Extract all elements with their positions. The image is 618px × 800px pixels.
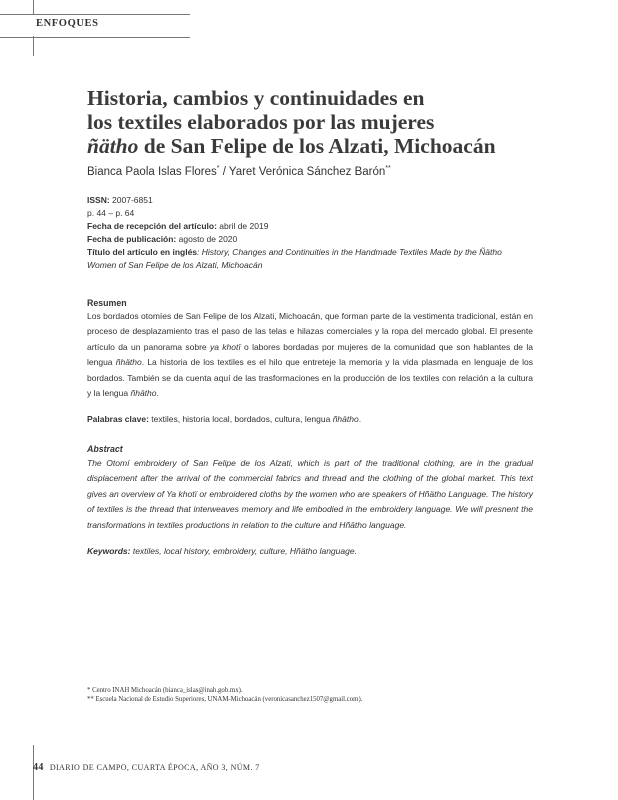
keywords-es-value: textiles, historia local, bordados, cultura, lengua xyxy=(148,414,333,424)
page-number: 44 xyxy=(33,762,44,773)
journal-name: DIARIO DE CAMPO, CUARTA ÉPOCA, AÑO 3, NÚM. 7 xyxy=(49,763,260,772)
title-italic-word: ñätho xyxy=(87,134,139,158)
resumen-heading: Resumen xyxy=(87,298,127,308)
resumen-italic-3: ñhätho xyxy=(130,388,157,399)
english-title-row xyxy=(87,246,537,259)
received-value: abril de 2019 xyxy=(216,221,269,231)
title-line-2: los textiles elaborados por las mujeres xyxy=(87,110,435,134)
published-row xyxy=(87,233,537,246)
pages-row: p. 44 – p. 64 xyxy=(87,208,135,218)
page-footer xyxy=(33,762,260,773)
english-title-value-2: Women of San Felipe de los Alzati, Michoacán xyxy=(87,260,263,270)
article-title xyxy=(87,86,557,158)
margin-rule-top xyxy=(33,0,34,14)
received-label: Fecha de recepción del artículo: xyxy=(87,221,217,231)
title-line-3-rest: de San Felipe de los Alzati, Michoacán xyxy=(138,134,496,158)
abstract-body: The Otomí embroidery of San Felipe de los Alzati, which is part of the traditional clothing, are in the gradual displacement after the arrival of the commercial fabrics and thread and the clothing of the global market. This text gives an overview of Ya khotï or embroidered cloths by the women who are speakers of Hñätho Language. The history of textiles is the thread that interweaves memory and life embodied in the embroidery language. We will presnent the transformations in textiles productions in relation to the culture and Hñätho language. xyxy=(87,458,533,530)
keywords-es-end: . xyxy=(358,414,362,424)
published-value: agosto de 2020 xyxy=(176,234,238,244)
title-line-1: Historia, cambios y continuidades en xyxy=(87,86,425,110)
margin-rule-top-lower xyxy=(33,36,34,56)
resumen-italic-2: ñhätho xyxy=(115,357,142,368)
title-line-3 xyxy=(87,134,557,158)
resumen-text-2: o labores bordadas por mujeres de la comunidad que son hablantes de la lengua xyxy=(87,341,533,368)
received-row xyxy=(87,220,537,233)
authors xyxy=(87,165,391,178)
issn-label: ISSN: xyxy=(87,195,110,205)
article-metadata xyxy=(87,194,537,272)
footnotes xyxy=(87,686,362,704)
keywords-en xyxy=(87,544,533,559)
footnote-2: ** Escuela Nacional de Estudio Superiores, UNAM-Michoacán (veronicasanchez1507@gmail.com). xyxy=(87,696,363,703)
english-title-value: : History, Changes and Continuities in the Handmade Textiles Made by the Ñätho xyxy=(197,247,502,257)
abstract-heading: Abstract xyxy=(87,444,123,454)
resumen-text-1: Los bordados otomíes de San Felipe de los Alzati, Michoacán, que forman parte de la vestimenta tradicional, están en proceso de desplazamiento tras el paso de las telas e hilazas comerciales y la ropa del mercado global. El presente artículo da un panorama sobre xyxy=(87,311,533,352)
section-header xyxy=(0,14,190,38)
keywords-en-value: textiles, local history, embroidery, culture, Hñätho language. xyxy=(130,546,357,556)
published-label: Fecha de publicación: xyxy=(87,234,177,244)
resumen-italic-1: ya khotï xyxy=(209,341,241,352)
author-1: Bianca Paola Islas Flores xyxy=(87,165,217,178)
footnote-1: * Centro INAH Michoacán (bianca_islas@inah.gob.mx). xyxy=(87,687,243,694)
author-1-mark: * xyxy=(216,165,220,172)
author-2-mark: ** xyxy=(385,165,391,172)
issn-row xyxy=(87,194,537,207)
resumen-body xyxy=(87,309,533,401)
author-2: / Yaret Verónica Sánchez Barón xyxy=(219,165,386,178)
keywords-en-label: Keywords: xyxy=(87,546,131,556)
keywords-es-label: Palabras clave: xyxy=(87,414,149,424)
issn-value: 2007-6851 xyxy=(109,195,153,205)
english-title-label: Título del artículo en inglés xyxy=(87,247,198,257)
english-title-row-2 xyxy=(87,259,537,272)
section-label: ENFOQUES xyxy=(36,18,99,29)
resumen-text-3: . La historia de los textiles es el hilo que entreteje la memoria y la vida plasmada en lenguaje de los bordados. También se da cuenta aquí de las trasformaciones en la producción de los textiles con relación a la cultura y la lengua xyxy=(87,357,534,399)
keywords-es-italic: ñhätho xyxy=(332,414,359,424)
resumen-text-4: . xyxy=(156,388,159,399)
keywords-es xyxy=(87,412,533,427)
